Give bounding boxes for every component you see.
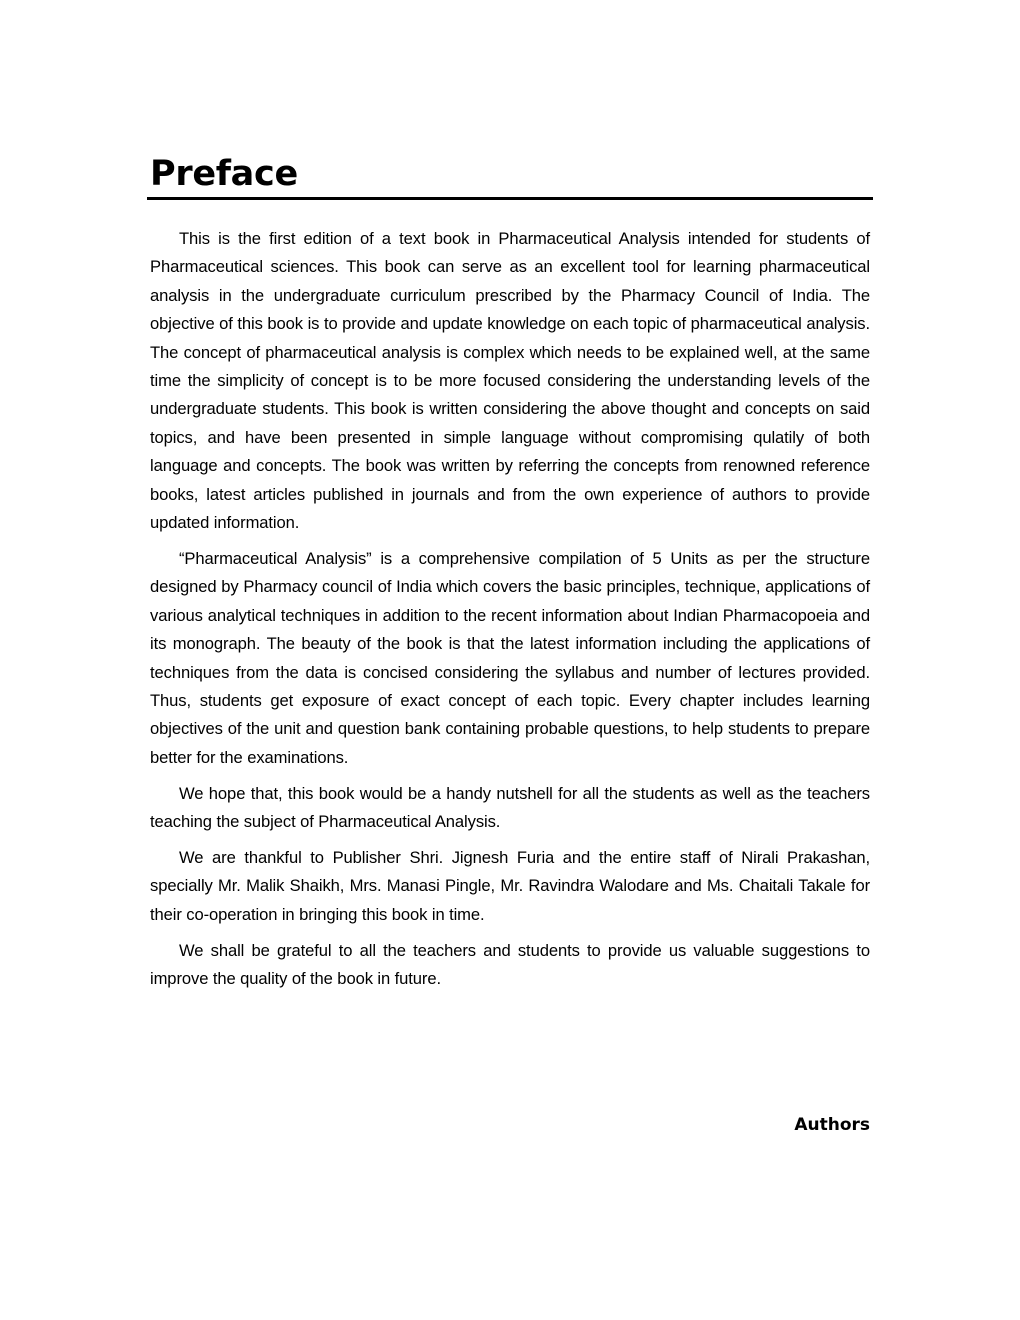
paragraph-overview: “Pharmaceutical Analysis” is a comprehensive compilation of 5 Units as per the structure designed by Pharmacy council of India which covers the basic principles, technique, applications of various analytical techniques in addition to the recent information about Indian Pharmacopoeia and its monograph. The beauty of the book is that the latest information including the applications of techniques from the data is concised considering the syllabus and number of lectures provided. Thus, students get exposure of exact concept of each topic. Every chapter includes learning objectives of the unit and question bank containing probable questions, to help students to prepare better for the examinations. — [150, 548, 870, 767]
paragraph-suggestions: We shall be grateful to all the teachers and students to provide us valuable suggestions to improve the quality of the book in future. — [150, 940, 870, 989]
preface-body — [150, 225, 870, 1001]
signature-authors: Authors — [794, 1115, 870, 1135]
paragraph-acknowledgement: We are thankful to Publisher Shri. Jignesh Furia and the entire staff of Nirali Prakashan, specially Mr. Malik Shaikh, Mrs. Manasi Pingle, Mr. Ravindra Walodare and Ms. Chaitali Takale for their co-operation in bringing this book in time. — [150, 848, 870, 924]
paragraph-intro: This is the first edition of a text book in Pharmaceutical Analysis intended for students of Pharmaceutical sciences. This book can serve as an excellent tool for learning pharmaceutical analysis in the undergraduate curriculum prescribed by the Pharmacy Council of India. The objective of this book is to provide and update knowledge on each topic of pharmaceutical analysis. The concept of pharmaceutical analysis is complex which needs to be explained well, at the same time the simplicity of concept is to be more focused considering the understanding levels of the undergraduate students. This book is written considering the above thought and concepts on said topics, and have been presented in simple language without compromising qulatily of both language and concepts. The book was written by referring the concepts from renowned reference books, latest articles published in journals and from the own experience of authors to provide updated information. — [150, 229, 870, 533]
paragraph-hope: We hope that, this book would be a handy nutshell for all the students as well as the teachers teaching the subject of Pharmaceutical Analysis. — [150, 783, 870, 832]
title-underline — [147, 197, 873, 200]
page-title: Preface — [150, 154, 298, 194]
